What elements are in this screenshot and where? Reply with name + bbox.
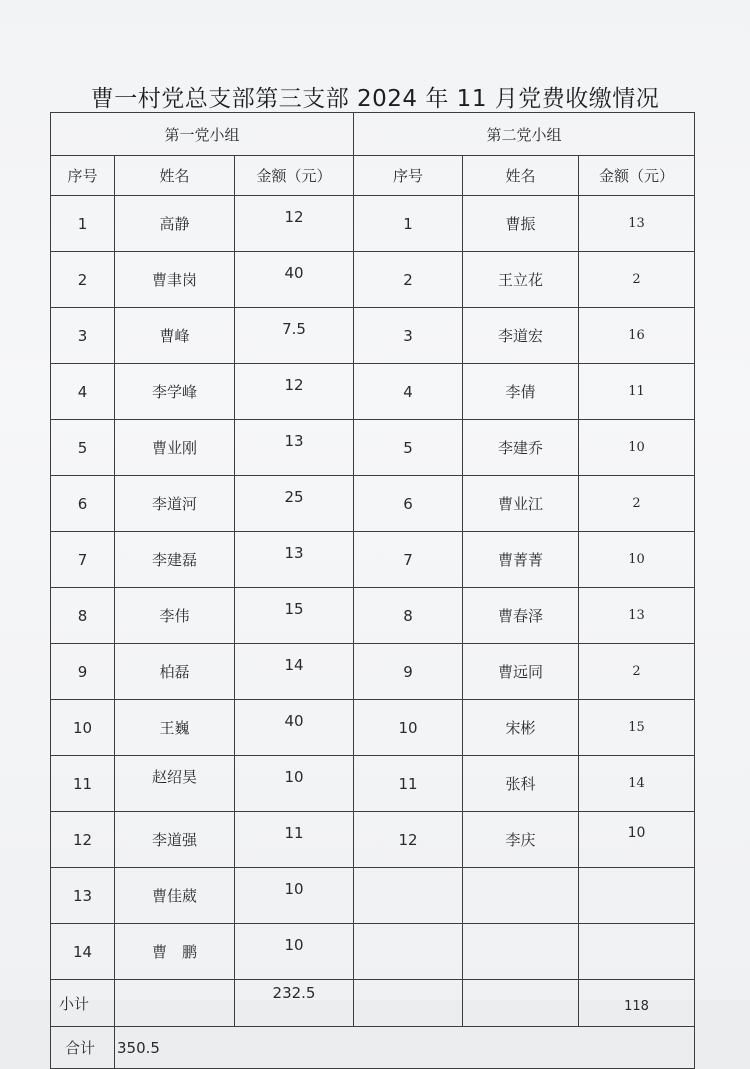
left-name: 赵绍昊 xyxy=(115,756,235,812)
left-index: 12 xyxy=(51,812,115,868)
group-left-label: 第一党小组 xyxy=(51,113,354,156)
header-amount-right: 金额（元） xyxy=(579,156,695,196)
right-index-empty xyxy=(354,924,463,980)
right-index: 9 xyxy=(354,644,463,700)
subtotal-right-empty-1 xyxy=(354,980,463,1027)
left-index: 5 xyxy=(51,420,115,476)
right-name: 张科 xyxy=(463,756,579,812)
total-value: 350.5 xyxy=(115,1027,695,1069)
right-amount-empty xyxy=(579,924,695,980)
group-header-row xyxy=(51,113,695,156)
dues-table xyxy=(50,112,695,1069)
left-name: 曹聿岗 xyxy=(115,252,235,308)
left-index: 1 xyxy=(51,196,115,252)
right-amount: 15 xyxy=(579,700,695,756)
left-name: 曹业刚 xyxy=(115,420,235,476)
header-index-left: 序号 xyxy=(51,156,115,196)
table-row xyxy=(51,532,695,588)
right-amount: 10 xyxy=(579,532,695,588)
left-amount: 12 xyxy=(235,364,354,420)
right-amount: 10 xyxy=(579,812,695,868)
right-name-empty xyxy=(463,868,579,924)
right-amount: 14 xyxy=(579,756,695,812)
right-name: 曹业江 xyxy=(463,476,579,532)
right-index: 1 xyxy=(354,196,463,252)
left-amount: 10 xyxy=(235,756,354,812)
table-row xyxy=(51,364,695,420)
left-name: 李道河 xyxy=(115,476,235,532)
right-name-empty xyxy=(463,924,579,980)
left-index: 9 xyxy=(51,644,115,700)
left-amount: 10 xyxy=(235,924,354,980)
subtotal-right-value: 118 xyxy=(579,980,695,1027)
right-name: 宋彬 xyxy=(463,700,579,756)
left-index: 13 xyxy=(51,868,115,924)
table-row xyxy=(51,812,695,868)
right-name: 李建乔 xyxy=(463,420,579,476)
left-amount: 14 xyxy=(235,644,354,700)
left-index: 7 xyxy=(51,532,115,588)
right-amount: 11 xyxy=(579,364,695,420)
left-name: 王巍 xyxy=(115,700,235,756)
right-index: 4 xyxy=(354,364,463,420)
left-index: 4 xyxy=(51,364,115,420)
right-index: 12 xyxy=(354,812,463,868)
right-name: 曹振 xyxy=(463,196,579,252)
right-name: 曹远同 xyxy=(463,644,579,700)
subtotal-label: 小计 xyxy=(51,980,115,1027)
left-index: 10 xyxy=(51,700,115,756)
table-row xyxy=(51,308,695,364)
table-row xyxy=(51,868,695,924)
left-name: 曹佳葳 xyxy=(115,868,235,924)
left-index: 8 xyxy=(51,588,115,644)
left-name: 李建磊 xyxy=(115,532,235,588)
right-name: 李道宏 xyxy=(463,308,579,364)
right-amount: 2 xyxy=(579,252,695,308)
left-name: 李道强 xyxy=(115,812,235,868)
left-amount: 7.5 xyxy=(235,308,354,364)
right-name: 李庆 xyxy=(463,812,579,868)
right-amount-empty xyxy=(579,868,695,924)
left-name: 曹 鹏 xyxy=(115,924,235,980)
right-index: 7 xyxy=(354,532,463,588)
right-index: 11 xyxy=(354,756,463,812)
right-index: 2 xyxy=(354,252,463,308)
right-name: 曹菁菁 xyxy=(463,532,579,588)
right-name: 曹春泽 xyxy=(463,588,579,644)
right-amount: 13 xyxy=(579,588,695,644)
right-index: 6 xyxy=(354,476,463,532)
right-amount: 10 xyxy=(579,420,695,476)
left-index: 3 xyxy=(51,308,115,364)
table-row xyxy=(51,644,695,700)
table-row xyxy=(51,476,695,532)
left-index: 11 xyxy=(51,756,115,812)
left-amount: 40 xyxy=(235,252,354,308)
left-amount: 15 xyxy=(235,588,354,644)
subtotal-left-empty xyxy=(115,980,235,1027)
left-amount: 11 xyxy=(235,812,354,868)
right-index-empty xyxy=(354,868,463,924)
right-amount: 2 xyxy=(579,476,695,532)
right-index: 3 xyxy=(354,308,463,364)
left-index: 2 xyxy=(51,252,115,308)
total-row xyxy=(51,1027,695,1069)
group-right-label: 第二党小组 xyxy=(354,113,695,156)
total-label: 合计 xyxy=(51,1027,115,1069)
header-index-right: 序号 xyxy=(354,156,463,196)
left-amount: 10 xyxy=(235,868,354,924)
left-amount: 13 xyxy=(235,532,354,588)
header-name-right: 姓名 xyxy=(463,156,579,196)
table-row xyxy=(51,588,695,644)
table-row xyxy=(51,700,695,756)
subtotal-left-value: 232.5 xyxy=(235,980,354,1027)
table-row xyxy=(51,196,695,252)
right-amount: 13 xyxy=(579,196,695,252)
header-amount-left: 金额（元） xyxy=(235,156,354,196)
left-name: 曹峰 xyxy=(115,308,235,364)
column-header-row xyxy=(51,156,695,196)
table-row xyxy=(51,924,695,980)
left-name: 高静 xyxy=(115,196,235,252)
left-amount: 12 xyxy=(235,196,354,252)
document-title: 曹一村党总支部第三支部 2024 年 11 月党费收缴情况 xyxy=(90,86,660,112)
right-index: 10 xyxy=(354,700,463,756)
right-amount: 2 xyxy=(579,644,695,700)
left-amount: 40 xyxy=(235,700,354,756)
table-row xyxy=(51,756,695,812)
header-name-left: 姓名 xyxy=(115,156,235,196)
left-name: 柏磊 xyxy=(115,644,235,700)
table-row xyxy=(51,420,695,476)
right-index: 5 xyxy=(354,420,463,476)
left-index: 14 xyxy=(51,924,115,980)
right-amount: 16 xyxy=(579,308,695,364)
left-amount: 25 xyxy=(235,476,354,532)
left-index: 6 xyxy=(51,476,115,532)
subtotal-right-empty-2 xyxy=(463,980,579,1027)
right-name: 王立花 xyxy=(463,252,579,308)
left-amount: 13 xyxy=(235,420,354,476)
left-name: 李学峰 xyxy=(115,364,235,420)
right-index: 8 xyxy=(354,588,463,644)
left-name: 李伟 xyxy=(115,588,235,644)
table-row xyxy=(51,252,695,308)
right-name: 李倩 xyxy=(463,364,579,420)
subtotal-row xyxy=(51,980,695,1027)
